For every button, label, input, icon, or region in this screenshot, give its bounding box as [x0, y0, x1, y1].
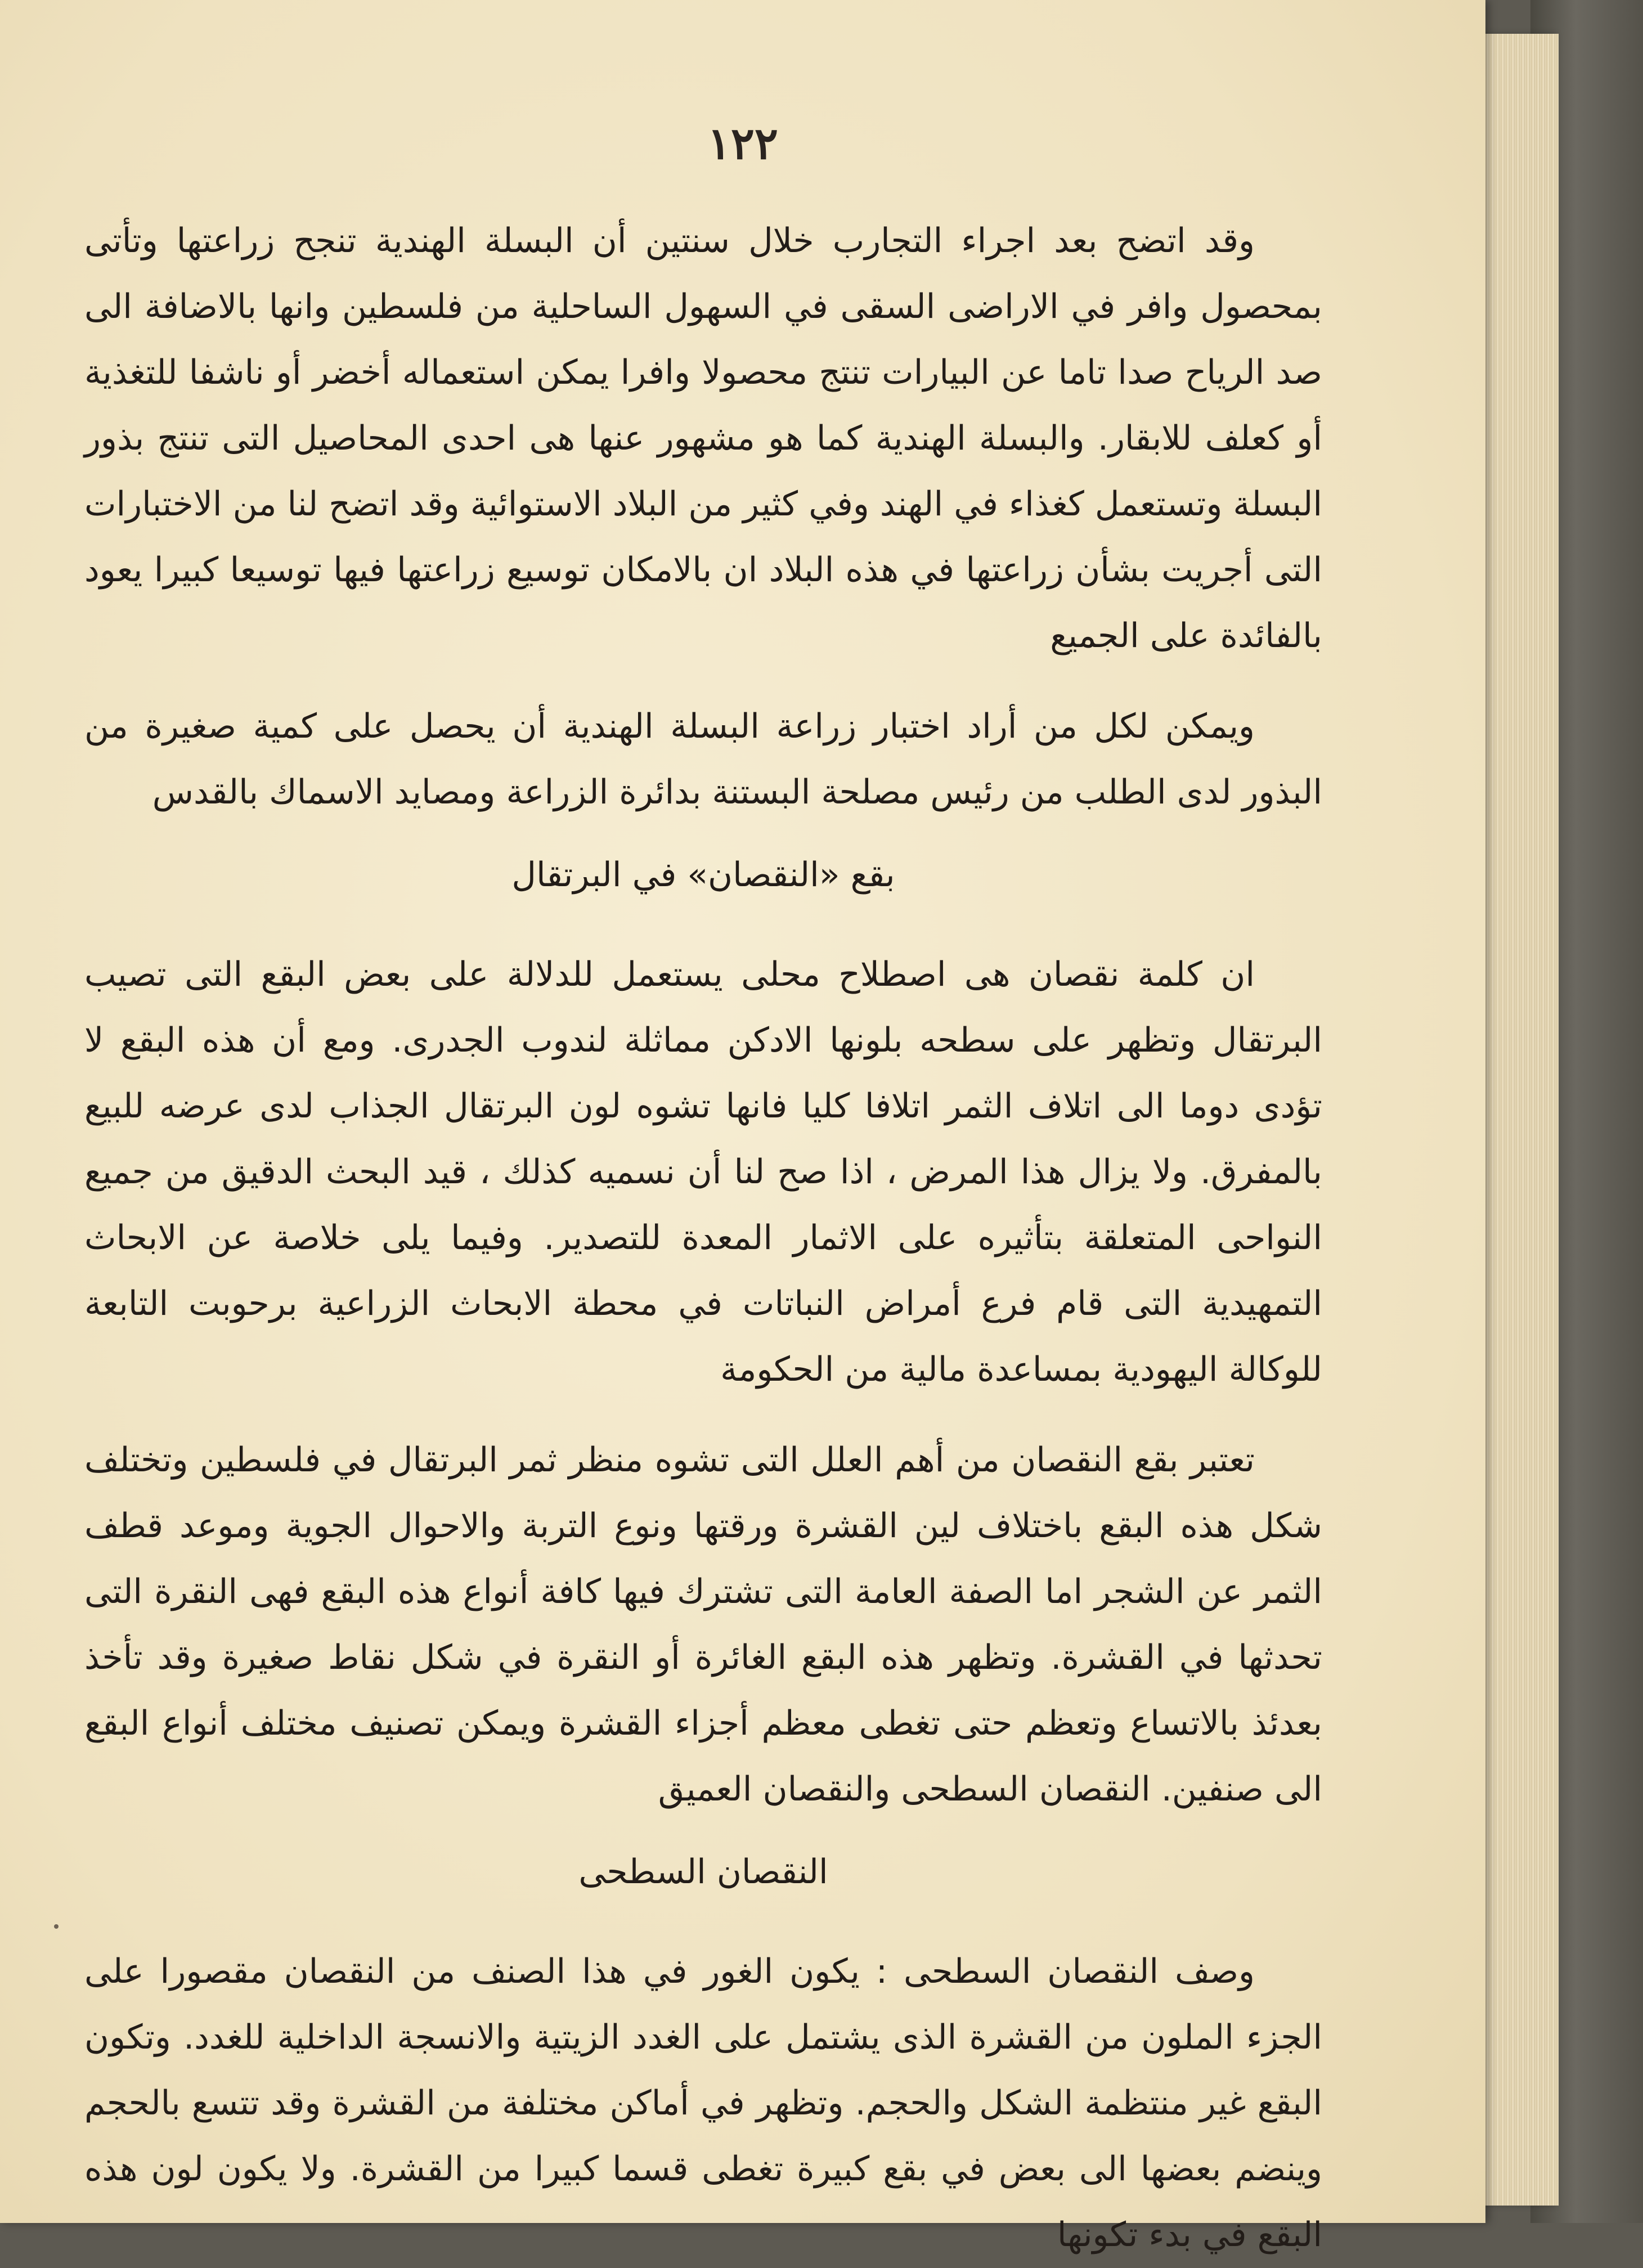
section-heading: بقع «النقصان» في البرتقال	[511, 855, 895, 895]
paragraph: ويمكن لكل من أراد اختبار زراعة البسلة الهندية أن يحصل على كمية صغيرة من البذور لدى الطلب من رئيس مصلحة البستنة بدائرة الزراعة ومصايد الاسماك بالقدس	[84, 707, 1322, 812]
page-number: ١٢٢	[707, 118, 778, 169]
page-edges	[1474, 34, 1559, 2206]
paragraph: ان كلمة نقصان هى اصطلاح محلى يستعمل للدلالة على بعض البقع التى تصيب البرتقال وتظهر على سطحه بلونها الادكن مماثلة لندوب الجدرى. ومع أن هذه البقع لا تؤدى دوما الى اتلاف الثمر اتلافا كليا فانها تشوه لون البرتقال الجذاب لدى عرضه للبيع بالمفرق. ولا يزال هذا المرض ، اذا صح لنا أن نسميه كذلك ، قيد البحث الدقيق من جميع النواحى المتعلقة بتأثيره على الاثمار المعدة للتصدير. وفيما يلى خلاصة عن الابحاث التمهيدية التى قام فرع أمراض النباتات في محطة الابحاث الزراعية برحوبت التابعة للوكالة اليهودية بمساعدة مالية من الحكومة	[84, 955, 1322, 1389]
page-body	[84, 208, 1322, 2268]
paper-speck	[54, 1924, 59, 1929]
paragraph: تعتبر بقع النقصان من أهم العلل التى تشوه منظر ثمر البرتقال في فلسطين وتختلف شكل هذه البقع باختلاف لين القشرة ورقتها ونوع التربة والاحوال الجوية وموعد قطف الثمر عن الشجر اما الصفة العامة التى تشترك فيها كافة أنواع هذه البقع فهى النقرة التى تحدثها في القشرة. وتظهر هذه البقع الغائرة أو النقرة في شكل نقاط صغيرة وقد تأخذ بعدئذ بالاتساع وتعظم حتى تغطى معظم أجزاء القشرة ويمكن تصنيف مختلف أنواع البقع الى صنفين. النقصان السطحى والنقصان العميق	[84, 1440, 1322, 1809]
paragraph: وقد اتضح بعد اجراء التجارب خلال سنتين أن البسلة الهندية تنجح زراعتها وتأتى بمحصول وافر في الاراضى السقى في السهول الساحلية من فلسطين وانها بالاضافة الى صد الرياح صدا تاما عن البيارات تنتج محصولا وافرا يمكن استعماله أخضر أو ناشفا للتغذية أو كعلف للابقار. والبسلة الهندية كما هو مشهور عنها هى احدى المحاصيل التى تنتج بذور البسلة وتستعمل كغذاء في الهند وفي كثير من البلاد الاستوائية وقد اتضح لنا من الاختبارات التى أجريت بشأن زراعتها في هذه البلاد ان بالامكان توسيع زراعتها فيها توسيعا كبيرا يعود بالفائدة على الجميع	[84, 221, 1322, 655]
section-heading: النقصان السطحى	[578, 1852, 828, 1892]
paragraph: وصف النقصان السطحى : يكون الغور في هذا الصنف من النقصان مقصورا على الجزء الملون من القشرة الذى يشتمل على الغدد الزيتية والانسجة الداخلية للغدد. وتكون البقع غير منتظمة الشكل والحجم. وتظهر في أماكن مختلفة من القشرة وقد تتسع بالحجم وينضم بعضها الى بعض في بقع كبيرة تغطى قسما كبيرا من القشرة. ولا يكون لون هذه البقع في بدء تكونها	[84, 1952, 1322, 2254]
